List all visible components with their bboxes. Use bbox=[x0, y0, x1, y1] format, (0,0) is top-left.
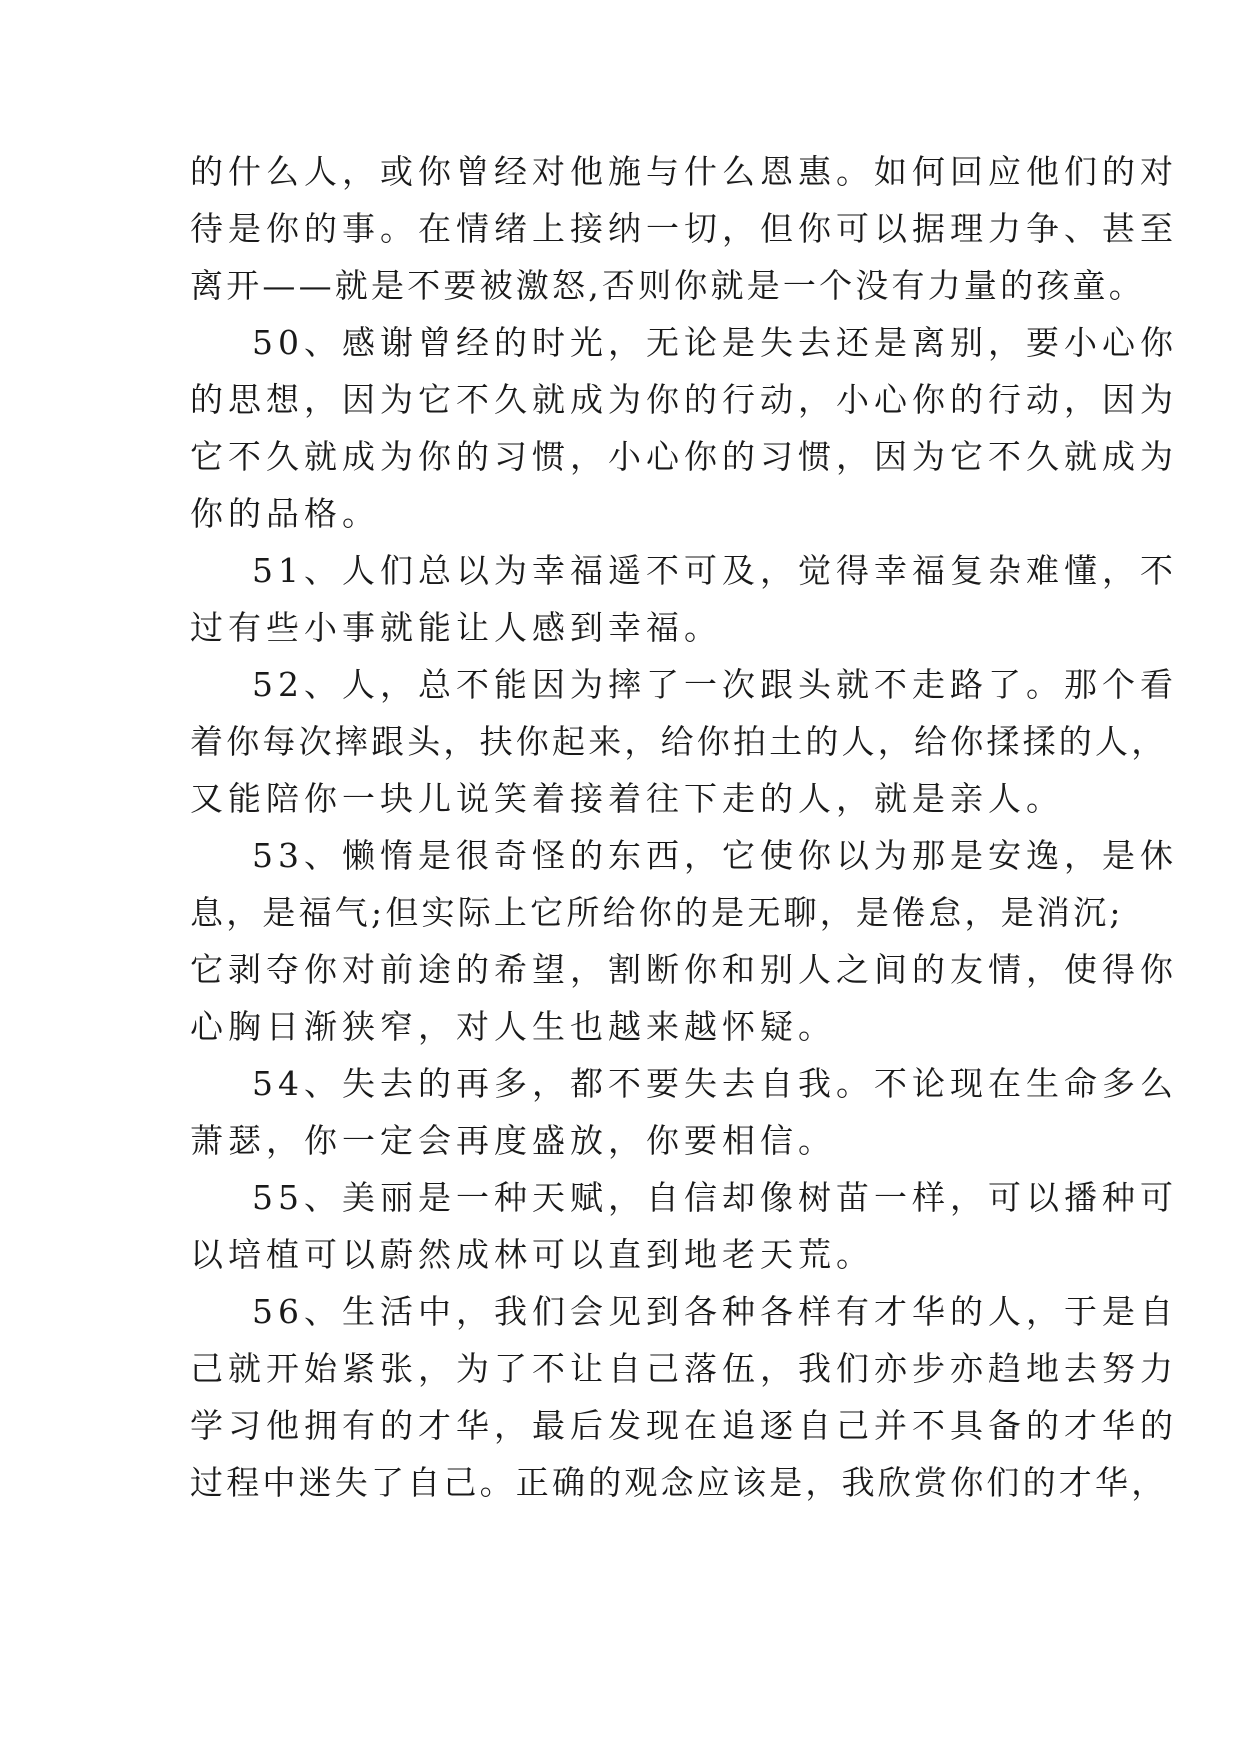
text-line: 心胸日渐狭窄，对人生也越来越怀疑。 bbox=[190, 1007, 836, 1046]
text-line: 着你每次摔跟头，扶你起来，给你拍土的人，给你揉揉的人， bbox=[190, 722, 1168, 761]
text-line: 它剥夺你对前途的希望，割断你和别人之间的友情，使得你 bbox=[190, 950, 1178, 989]
text-line: 过程中迷失了自己。正确的观念应该是，我欣赏你们的才华， bbox=[190, 1463, 1168, 1502]
text-line: 它不久就成为你的习惯，小心你的习惯，因为它不久就成为 bbox=[190, 437, 1178, 476]
text-line: 的思想，因为它不久就成为你的行动，小心你的行动，因为 bbox=[190, 380, 1178, 419]
text-line: 又能陪你一块儿说笑着接着往下走的人，就是亲人。 bbox=[190, 779, 1064, 818]
text-line: 过有些小事就能让人感到幸福。 bbox=[190, 608, 722, 647]
paragraph-start-55: 55、美丽是一种天赋，自信却像树苗一样，可以播种可 bbox=[252, 1178, 1178, 1217]
text-line: 离开——就是不要被激怒,否则你就是一个没有力量的孩童。 bbox=[190, 266, 1145, 305]
paragraph-start-53: 53、懒惰是很奇怪的东西，它使你以为那是安逸，是休 bbox=[252, 836, 1178, 875]
paragraph-start-54: 54、失去的再多，都不要失去自我。不论现在生命多么 bbox=[252, 1064, 1178, 1103]
text-line: 己就开始紧张，为了不让自己落伍，我们亦步亦趋地去努力 bbox=[190, 1349, 1178, 1388]
paragraph-start-52: 52、人，总不能因为摔了一次跟头就不走路了。那个看 bbox=[252, 665, 1178, 704]
paragraph-start-51: 51、人们总以为幸福遥不可及，觉得幸福复杂难懂，不 bbox=[252, 551, 1178, 590]
text-line: 你的品格。 bbox=[190, 494, 380, 533]
text-line: 的什么人，或你曾经对他施与什么恩惠。如何回应他们的对 bbox=[190, 152, 1178, 191]
paragraph-start-50: 50、感谢曾经的时光，无论是失去还是离别，要小心你 bbox=[252, 323, 1178, 362]
text-line: 学习他拥有的才华，最后发现在追逐自己并不具备的才华的 bbox=[190, 1406, 1178, 1445]
text-line: 萧瑟，你一定会再度盛放，你要相信。 bbox=[190, 1121, 836, 1160]
paragraph-start-56: 56、生活中，我们会见到各种各样有才华的人，于是自 bbox=[252, 1292, 1178, 1331]
text-line: 息，是福气;但实际上它所给你的是无聊，是倦怠，是消沉; bbox=[190, 893, 1124, 932]
text-line: 以培植可以蔚然成林可以直到地老天荒。 bbox=[190, 1235, 874, 1274]
text-line: 待是你的事。在情绪上接纳一切，但你可以据理力争、甚至 bbox=[190, 209, 1178, 248]
